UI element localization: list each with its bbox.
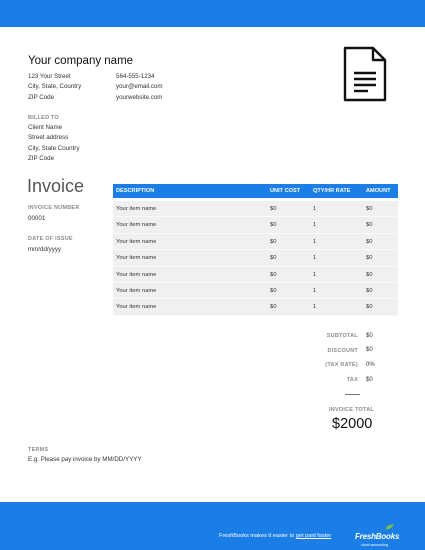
item-amount: $0 <box>366 255 373 262</box>
tax-label: TAX <box>346 377 358 384</box>
discount-value: $0 <box>366 347 373 354</box>
table-row <box>113 250 398 266</box>
billed-line: Client Name <box>28 124 63 131</box>
billed-to-label: BILLED TO <box>28 115 60 121</box>
tax-rate-label: (TAX RATE) <box>325 362 358 369</box>
billed-line: City, State Country <box>28 144 80 152</box>
date-of-issue: mm/dd/yyyy <box>28 246 62 253</box>
item-description: Your item name <box>116 255 157 262</box>
item-unit-cost: $0 <box>270 304 277 311</box>
discount-row <box>300 346 400 361</box>
item-unit-cost: $0 <box>270 271 277 278</box>
item-qty: 1 <box>313 255 317 262</box>
company-phone: 564-555-1234 <box>116 73 155 80</box>
address-line: ZIP Code <box>28 93 55 101</box>
subtotal-row <box>300 331 400 346</box>
totals-block <box>300 331 400 390</box>
item-amount: $0 <box>366 222 373 229</box>
tax-rate-row <box>300 360 400 375</box>
billed-line: Street address <box>28 134 69 142</box>
address-line: City, State, Country <box>28 83 82 91</box>
item-description: Your item name <box>116 304 157 311</box>
terms-label: TERMS <box>28 447 49 453</box>
item-amount: $0 <box>366 287 373 294</box>
billed-line: ZIP Code <box>28 154 55 162</box>
company-email: your@email.com <box>116 83 163 91</box>
totals-divider <box>345 394 360 395</box>
header-amount: AMOUNT <box>366 188 391 194</box>
billed-to-block <box>28 123 79 164</box>
tax-row <box>300 375 400 390</box>
item-description: Your item name <box>116 206 157 212</box>
address-line: 123 Your Street <box>28 73 71 80</box>
company-website: yourwebsite.com <box>116 93 163 101</box>
item-qty: 1 <box>313 287 317 294</box>
company-contact <box>116 72 163 103</box>
item-qty: 1 <box>313 222 317 229</box>
item-qty: 1 <box>313 304 317 311</box>
item-description: Your item name <box>116 238 157 245</box>
footer-text <box>219 533 331 539</box>
item-unit-cost: $0 <box>270 206 277 212</box>
item-qty: 1 <box>313 271 317 278</box>
tax-rate-value: 0% <box>366 361 375 368</box>
table-row <box>113 234 398 250</box>
item-amount: $0 <box>366 304 373 311</box>
subtotal-label: SUBTOTAL <box>326 333 358 339</box>
terms-text: E.g. Please pay invoice by MM/DD/YYYY <box>28 456 142 463</box>
item-amount: $0 <box>366 206 373 212</box>
footer-message: FreshBooks makes it easier to <box>219 533 296 539</box>
top-bar <box>0 0 425 27</box>
logo-subtitle: cloud accounting <box>361 543 388 547</box>
document-icon <box>342 45 388 103</box>
table-row <box>113 267 398 283</box>
items-body <box>113 201 398 316</box>
item-unit-cost: $0 <box>270 238 277 245</box>
table-row <box>113 283 398 299</box>
item-unit-cost: $0 <box>270 255 277 262</box>
item-qty: 1 <box>313 206 317 212</box>
item-description: Your item name <box>116 271 157 278</box>
discount-label: DISCOUNT <box>327 347 358 354</box>
invoice-number: 00001 <box>28 215 46 222</box>
item-unit-cost: $0 <box>270 222 277 229</box>
subtotal-value: $0 <box>366 332 373 339</box>
item-unit-cost: $0 <box>270 287 277 294</box>
item-amount: $0 <box>366 238 373 245</box>
invoice-total-label: INVOICE TOTAL <box>329 407 375 413</box>
items-header <box>113 184 398 198</box>
table-row <box>113 201 398 217</box>
table-row <box>113 299 398 315</box>
item-amount: $0 <box>366 271 373 278</box>
logo-word: FreshBooks <box>355 532 400 541</box>
items-table <box>113 184 398 316</box>
item-description: Your item name <box>116 222 157 229</box>
date-of-issue-label: DATE OF ISSUE <box>28 236 73 242</box>
item-qty: 1 <box>313 238 317 245</box>
invoice-number-label: INVOICE NUMBER <box>28 205 80 211</box>
tax-value: $0 <box>366 376 373 383</box>
invoice-total: $2000 <box>332 416 373 432</box>
header-unit-cost: UNIT COST <box>270 188 301 194</box>
item-description: Your item name <box>116 287 157 294</box>
invoice-title: Invoice <box>27 176 85 196</box>
company-name: Your company name <box>28 55 134 67</box>
header-description: DESCRIPTION <box>116 188 155 194</box>
freshbooks-logo <box>355 526 399 547</box>
get-paid-faster-link[interactable]: get paid faster <box>295 533 332 539</box>
company-address <box>28 72 81 103</box>
header-qty: QTY/HR RATE <box>313 188 351 194</box>
table-row <box>113 217 398 233</box>
